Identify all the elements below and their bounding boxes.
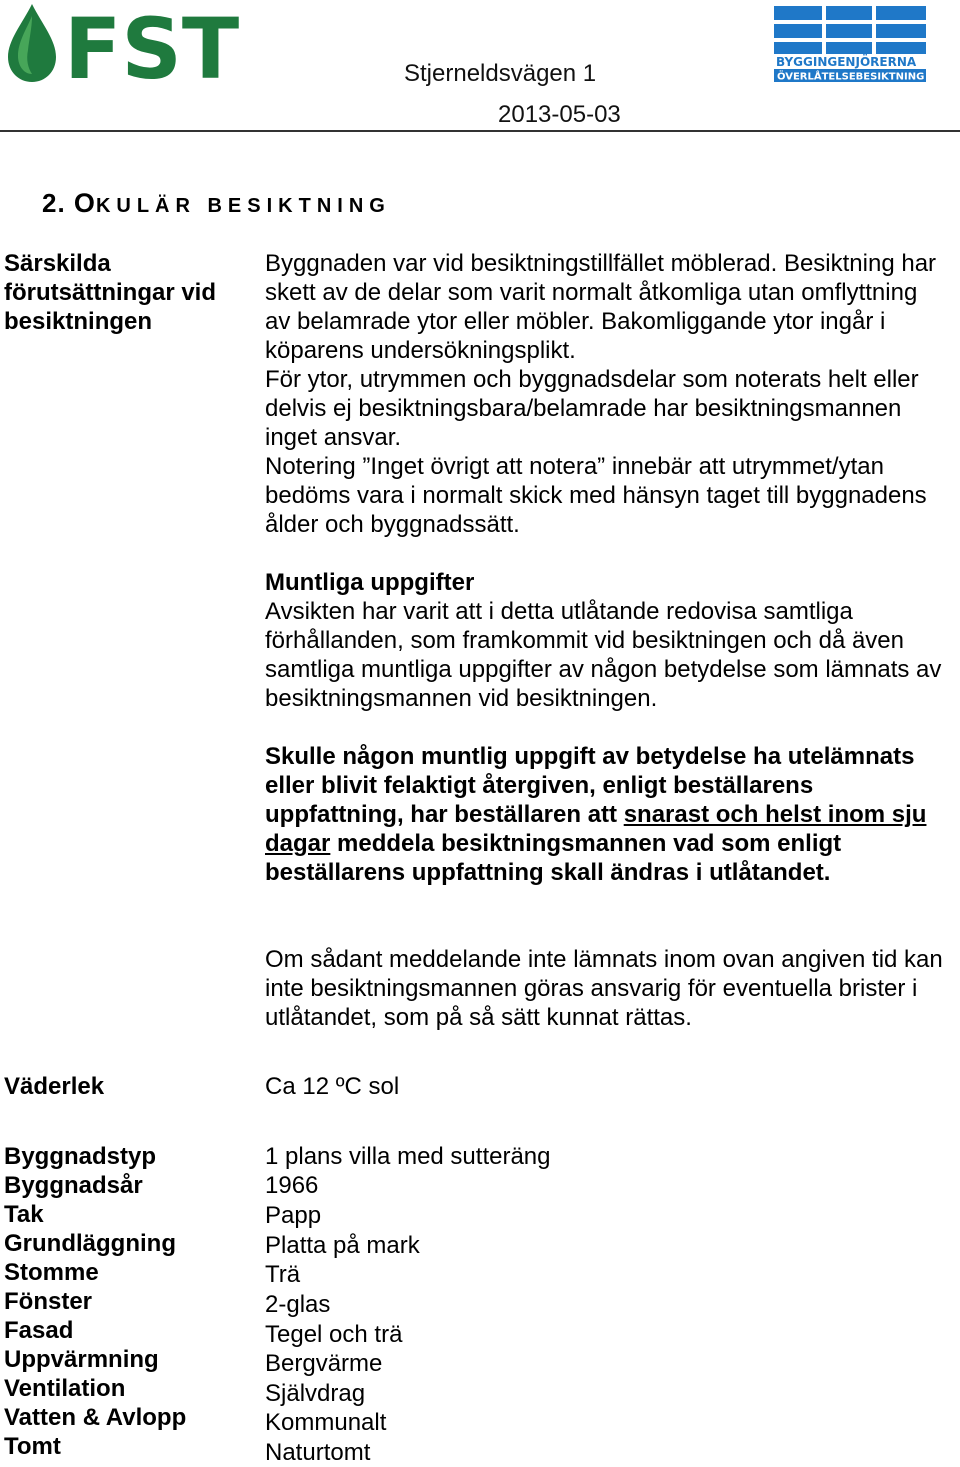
building-value: Tegel och trä (265, 1321, 403, 1348)
building-label: Tomt (4, 1433, 61, 1460)
conditions-paragraph-3: Notering ”Inget övrigt att notera” innebär att utrymmet/ytan bedöms vara i normalt skick med hänsyn taget till byggnadens ålder och byggnadssätt. (265, 453, 927, 538)
conditions-paragraph-2: För ytor, utrymmen och byggnadsdelar som noterats helt eller delvis ej besiktningsbara/belamrade har besiktningsmannen inget ansvar. (265, 366, 919, 451)
section-title (42, 188, 391, 219)
fst-logo (4, 2, 276, 84)
building-value: Platta på mark (265, 1232, 420, 1259)
building-label: Grundläggning (4, 1230, 176, 1257)
conditions-paragraph-1: Byggnaden var vid besiktningstillfället möblerad. Besiktning har skett av de delar som varit normalt åtkomliga utan omflyttning av belamrade ytor eller möbler. Bakomliggande ytor ingår i köparens undersökningsplikt. (265, 250, 937, 364)
oral-heading: Muntliga uppgifter (265, 569, 475, 596)
conditions-label: Särskilda förutsättningar vid besiktningen (4, 250, 217, 335)
building-label: Vatten & Avlopp (4, 1404, 187, 1431)
building-value: 1966 (265, 1172, 319, 1199)
building-label: Byggnadsår (4, 1172, 143, 1199)
building-value: 2-glas (265, 1291, 331, 1318)
building-value: Självdrag (265, 1380, 366, 1407)
section-title-rest: KULÄR BESIKTNING (95, 195, 391, 217)
building-label: Tak (4, 1201, 44, 1228)
building-label: Fönster (4, 1288, 93, 1315)
building-label: Byggnadstyp (4, 1143, 157, 1170)
warning-text-1: Skulle någon muntlig uppgift av betydelse ha utelämnats eller blivit felaktigt återgiven, enligt beställarens uppfattning, har beställaren att (265, 743, 915, 828)
warning-deadline: snarast och helst inom sju dagar (265, 801, 927, 857)
building-value: Kommunalt (265, 1409, 387, 1436)
byggingenjorerna-logo (772, 4, 928, 84)
building-value: Bergvärme (265, 1350, 383, 1377)
building-label: Ventilation (4, 1375, 126, 1402)
weather-label: Väderlek (4, 1073, 105, 1100)
weather-value: Ca 12 ºC sol (265, 1073, 400, 1100)
building-label: Stomme (4, 1259, 99, 1286)
section-title-cap: O (73, 188, 96, 218)
header-address: Stjerneldsvägen 1 (404, 60, 597, 87)
svg-text:FST: FST (64, 2, 240, 84)
oral-body: Avsikten har varit att i detta utlåtande redovisa samtliga förhållanden, som framkommit vid besiktningen och då även samtliga muntliga uppgifter av någon betydelse som lämnats av besiktningsmannen vid besiktningen. (265, 598, 942, 712)
svg-text:BYGGINGENJÖRERNA: BYGGINGENJÖRERNA (776, 55, 917, 69)
building-label: Uppvärmning (4, 1346, 159, 1373)
building-value: Naturtomt (265, 1439, 371, 1466)
building-label: Fasad (4, 1317, 74, 1344)
warning-text-2: meddela besiktningsmannen vad som enligt beställarens uppfattning skall ändras i utlåtandet. (265, 830, 842, 886)
header-date: 2013-05-03 (498, 101, 621, 128)
building-value: Trä (265, 1261, 301, 1288)
svg-text:ÖVERLÅTELSEBESIKTNING: ÖVERLÅTELSEBESIKTNING (777, 71, 925, 83)
notice-paragraph: Om sådant meddelande inte lämnats inom ovan angiven tid kan inte besiktningsmannen göras ansvarig för eventuella brister i utlåtandet, som på så sätt kunnat rättas. (265, 946, 943, 1031)
header-divider (0, 130, 960, 132)
warning-paragraph (265, 742, 945, 887)
section-number: 2. (42, 188, 66, 218)
building-value: 1 plans villa med sutteräng (265, 1143, 551, 1170)
building-value: Papp (265, 1202, 322, 1229)
